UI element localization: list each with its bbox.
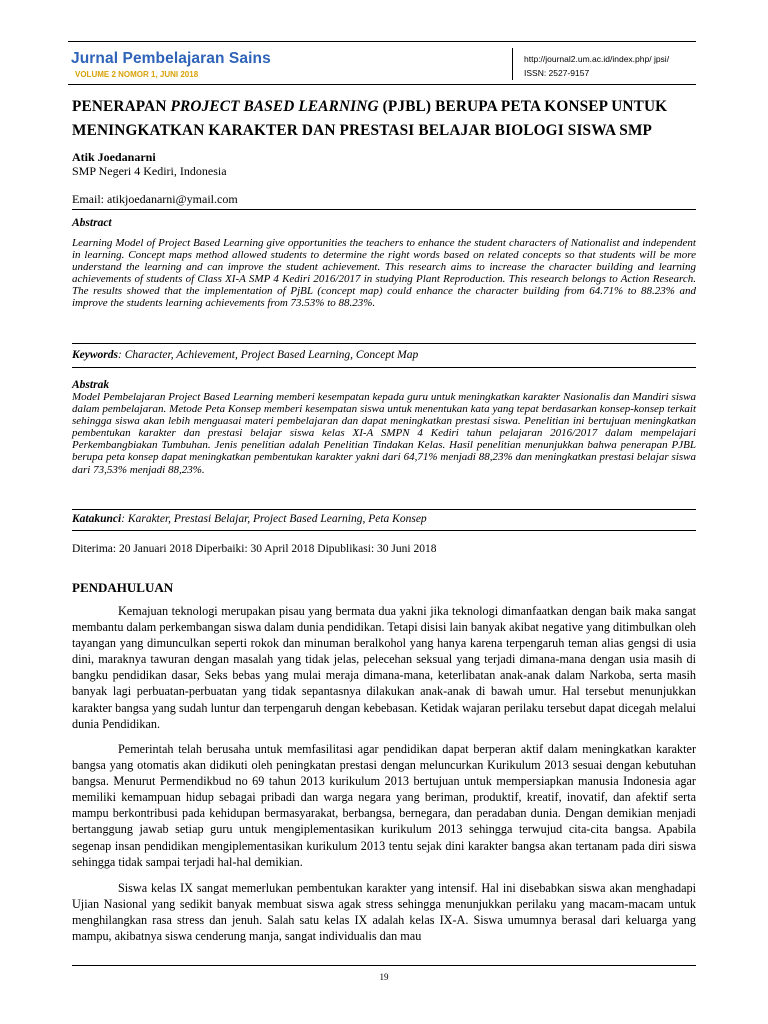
header-bottom-rule [68,84,696,85]
author-affiliation: SMP Negeri 4 Kediri, Indonesia [72,164,227,178]
abstract-id-text: Model Pembelajaran Project Based Learning memberi kesempatan kepada guru untuk meningkatkan karakter Nasionalis dan Mandiri siswa dalam pembelajaran. Metode Peta Konsep memberi kesempatan siswa untuk menentukan kata yang tepat berdasarkan konsep-konsep terkait sehingga siswa akan lebih menguasai materi pembelajaran dan dapat meningkatkan prestasi siswa. Penelitian ini bertujuan meningkatkan pembentukan karakter dan prestasi belajar siswa kelas XI-A SMPN 4 Kediri tahun pelajaran 2016/2017 dalam mempelajari Perkembangbiakan Tumbuhan. Jenis penelitian adalah Penelitian Tindakan Kelas. Hasil penelitian menunjukkan bahwa penerapan PJBL berupa peta konsep dapat meningkatkan pembentukan karakter yakni dari 64,71% menjadi 88,23% dan meningkatkan prestasi belajar siswa dari 73,53% menjadi 88,23%. [72,391,696,476]
katakunci-text: : Karakter, Prestasi Belajar, Project Based Learning, Peta Konsep [121,513,427,525]
keywords-label: Keywords [72,349,118,361]
header-divider [512,48,513,80]
body-paragraph-2 [72,741,696,870]
body-paragraph-3 [72,880,696,944]
abstract-top-rule [72,209,696,210]
katakunci-rule [72,530,696,531]
abstrak-label: Abstrak [72,379,110,391]
abstract-label: Abstract [72,217,112,229]
header-top-rule [68,41,696,42]
keywords-en [72,349,418,361]
paragraph-1-text: Kemajuan teknologi merupakan pisau yang bermata dua yakni jika teknologi dimanfaatkan dengan baik maka sangat membantu dalam perkembangan siswa dalam dunia pendidikan. Tetapi disisi lain banyak akibat negative yang ditimbulkan oleh tayangan yang dimunculkan seperti rokok dan minuman beralkohol yang hanya karena terpengaruh teman alias gengsi di usia dini, maraknya tawuran dengan masalah yang tidak jelas, pelecehan seksual yang terjadi dimana-mana dengan usia masih di bangku pendidikan dasar, Seks bebas yang mulai meraja dimana-mana, keterlibatan anak-anak dalam Narkoba, serta masih banyak lagi perbuatan-perbuatan yang tidak sepantasnya dilakukan anak-anak di bawah umur. Hal tersebut menunjukkan karakter bangsa yang sudah luntur dan terpengaruh dengan kebebasan. Ketidak wajaran perilaku tersebut dapat dicegah melalui dunia Pendidikan. [72,604,696,731]
article-dates: Diterima: 20 Januari 2018 Diperbaiki: 30 April 2018 Dipublikasi: 30 Juni 2018 [72,543,437,555]
author-name: Atik Joedanarni [72,150,156,164]
page-number: 19 [379,972,389,982]
keywords-text: : Character, Achievement, Project Based Learning, Concept Map [118,349,419,361]
title-line-1 [72,95,700,119]
title-text-1: PENERAPAN [72,98,171,115]
paragraph-2-text: Pemerintah telah berusaha untuk memfasilitasi agar pendidikan dapat berperan aktif dalam meningkatkan karakter bangsa yang otomatis akan didikuti oleh peningkatan prestasi dengan meluncurkan Kurikulum 2013 sesuai dengan kebutuhan bangsa. Menurut Permendikbud no 69 tahun 2013 kurikulum 2013 bertujuan untuk mempersiapkan manusia Indonesia agar memiliki kemampuan hidup sebagai pribadi dan warga negara yang beriman, produktif, kreatif, inovatif, dan afektif serta mampu berkontribusi pada kehidupan bermasyarakat, berbangsa, bernegara, dan peradaban dunia. Dengan demikian menjadi bertanggung jawab setiap guru untuk mengiplementasikan kurikulum 2013 sehingga terwujud cita-cita bangsa. Apabila segenap insan pendidikan mengiplementasikan kurikulum 2013 tentu sejak dini karakter bangsa akan tertanam pada diri siswa sehingga tidak sampai terjadi hal-hal demikian. [72,742,696,869]
abstract-en-rule [72,343,696,344]
title-italic: PROJECT BASED LEARNING [170,98,379,115]
keywords-rule [72,367,696,368]
journal-issn: ISSN: 2527-9157 [524,68,590,78]
title-text-2: (PJBL) BERUPA PETA KONSEP UNTUK [378,98,668,115]
author-email: Email: atikjoedanarni@ymail.com [72,192,238,206]
title-line-2: MENINGKATKAN KARAKTER DAN PRESTASI BELAJAR BIOLOGI SISWA SMP [72,122,653,139]
body-paragraph-1 [72,603,696,732]
journal-volume: VOLUME 2 NOMOR 1, JUNI 2018 [75,70,199,79]
keywords-id [72,513,427,525]
abstract-en-text: Learning Model of Project Based Learning give opportunities the teachers to enhance the student characters of Nationalist and independent in learning. Concept maps method allowed students to determine the right words based on related concepts so that students will be more understand the learning and can improve the student achievement. This research aims to increase the character building and learning achievements of students of Class XI-A SMP 4 Kediri 2016/2017 in studying Plant Reproduction. This research belongs to Action Research. The results showed that the implementation of PjBL (concept map) could enhance the character building from 64.71% to 88.23% and improve the students learning achievements from 73.53% to 88.23%. [72,237,696,310]
journal-name: Jurnal Pembelajaran Sains [71,50,271,67]
journal-url: http://journal2.um.ac.id/index.php/ jpsi/ [524,54,670,64]
article-title [72,95,700,143]
footer-rule [72,965,696,966]
abstract-id-rule [72,509,696,510]
paragraph-3-text: Siswa kelas IX sangat memerlukan pembentukan karakter yang intensif. Hal ini disebabkan siswa akan menghadapi Ujian Nasional yang sedikit banyak membuat siswa agak stress sehingga menunjukkan perilaku yang macam-macam untuk menghilangkan rasa stress dan jenuh. Salah satu kelas IX adalah kelas IX-A. Siswa umumnya berasal dari keluarga yang mampu, akibatnya siswa cenderung manja, sangat individualis dan mau [72,881,696,944]
section-heading: PENDAHULUAN [72,580,174,595]
katakunci-label: Katakunci [72,513,122,525]
